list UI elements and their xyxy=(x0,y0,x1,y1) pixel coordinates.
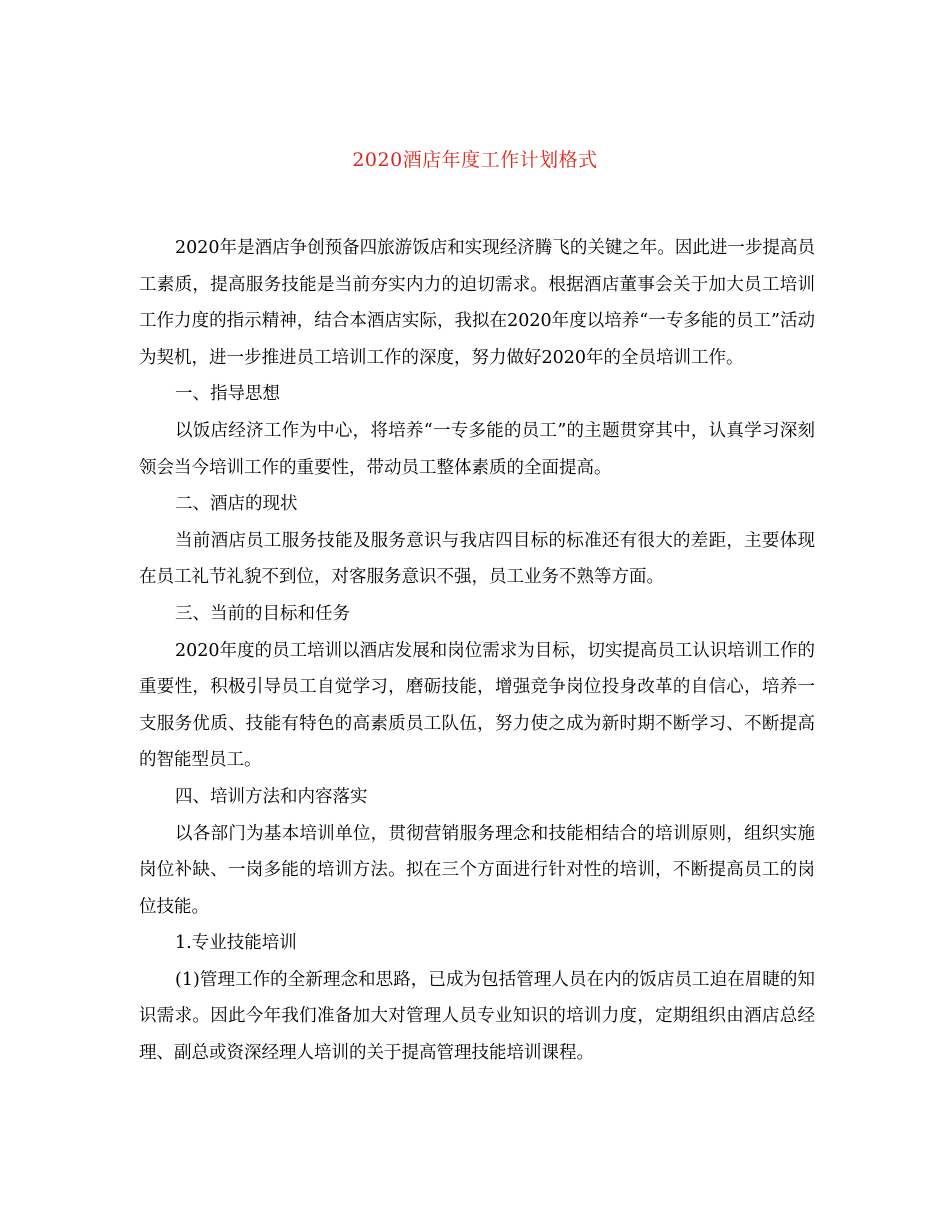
current-status-paragraph: 当前酒店员工服务技能及服务意识与我店四目标的标准还有很大的差距，主要体现在员工礼节礼貌不到位，对客服务意识不强，员工业务不熟等方面。 xyxy=(139,530,815,588)
section-heading-goals-tasks: 三、当前的目标和任务 xyxy=(175,603,350,624)
document-title: 2020酒店年度工作计划格式 xyxy=(352,149,598,171)
section-heading-current-status: 二、酒店的现状 xyxy=(175,494,298,515)
skills-training-paragraph: (1)管理工作的全新理念和思路，已成为包括管理人员在内的饭店员工迫在眉睫的知识需求。因此今年我们准备加大对管理人员专业知识的培训力度，定期组织由酒店总经理、副总或资深经理人培训的关于提高管理技能培训课程。 xyxy=(139,969,815,1064)
section-heading-guiding-ideology: 一、指导思想 xyxy=(175,384,280,405)
training-methods-paragraph: 以各部门为基本培训单位，贯彻营销服务理念和技能相结合的培训原则，组织实施岗位补缺、一岗多能的培训方法。拟在三个方面进行针对性的培训，不断提高员工的岗位技能。 xyxy=(139,823,815,917)
document-body xyxy=(139,230,815,1072)
goals-tasks-paragraph: 2020年度的员工培训以酒店发展和岗位需求为目标，切实提高员工认识培训工作的重要性，积极引导员工自觉学习，磨砺技能，增强竞争岗位投身改革的自信心，培养一支服务优质、技能有特色的高素质员工队伍，努力使之成为新时期不断学习、不断提高的智能型员工。 xyxy=(139,640,815,771)
intro-paragraph: 2020年是酒店争创预备四旅游饭店和实现经济腾飞的关键之年。因此进一步提高员工素质，提高服务技能是当前夯实内力的迫切需求。根据酒店董事会关于加大员工培训工作力度的指示精神，结合本酒店实际，我拟在2020年度以培养“一专多能的员工”活动为契机，进一步推进员工培训工作的深度，努力做好2020年的全员培训工作。 xyxy=(139,238,815,368)
guiding-ideology-paragraph: 以饭店经济工作为中心，将培养“一专多能的员工”的主题贯穿其中，认真学习深刻领会当今培训工作的重要性，带动员工整体素质的全面提高。 xyxy=(139,420,815,478)
subsection-heading-skills-training: 1.专业技能培训 xyxy=(175,933,297,954)
section-heading-training-methods: 四、培训方法和内容落实 xyxy=(175,786,368,807)
